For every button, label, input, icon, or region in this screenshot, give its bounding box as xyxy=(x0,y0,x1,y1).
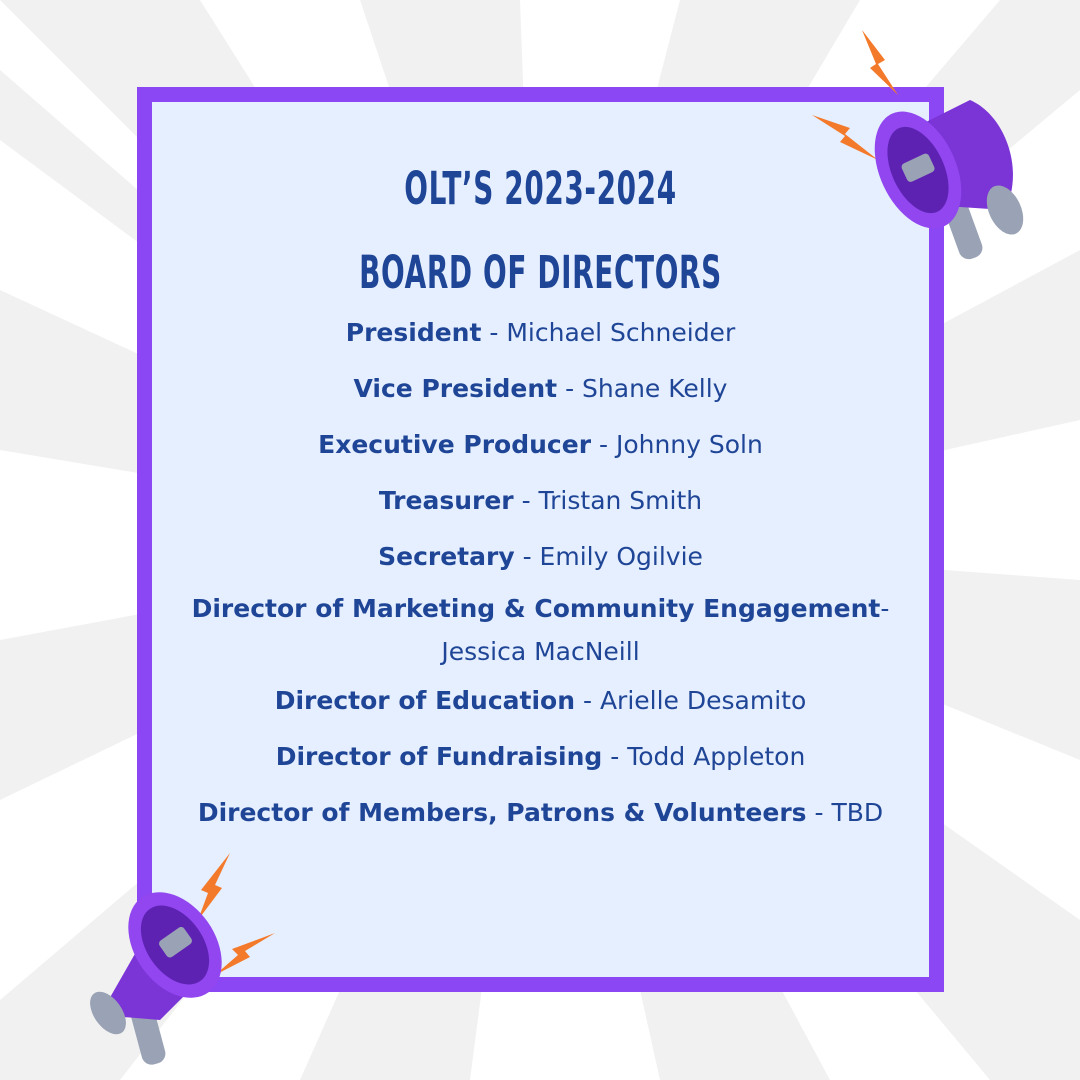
separator: - xyxy=(575,686,600,715)
separator: - xyxy=(481,318,507,347)
role-label: Vice President xyxy=(353,374,558,403)
lightning-bolt-icon xyxy=(862,30,898,95)
board-row-director-marketing-name xyxy=(152,635,929,669)
board-row-secretary xyxy=(152,540,929,574)
role-label: Executive Producer xyxy=(318,430,592,459)
role-label: Secretary xyxy=(378,542,515,571)
board-row-director-marketing xyxy=(152,592,929,626)
board-row-director-fundraising xyxy=(152,740,929,774)
role-label: Director of Fundraising xyxy=(275,742,603,771)
separator: - xyxy=(880,594,890,623)
separator: - xyxy=(513,486,539,515)
member-name: Emily Ogilvie xyxy=(539,542,703,571)
member-name: Jessica MacNeill xyxy=(441,637,640,666)
role-label: President xyxy=(345,318,482,347)
role-label: Director of Education xyxy=(274,686,576,715)
role-label: Director of Marketing & Community Engagement xyxy=(191,594,881,623)
lightning-bolt-icon xyxy=(215,933,275,975)
member-name: Arielle Desamito xyxy=(599,686,807,715)
separator: - xyxy=(602,742,628,771)
role-label: Treasurer xyxy=(378,486,514,515)
separator: - xyxy=(806,798,832,827)
board-row-vice-president xyxy=(152,372,929,406)
separator: - xyxy=(591,430,616,459)
board-row-director-members xyxy=(152,796,929,830)
board-row-director-education xyxy=(152,684,929,718)
role-label: Director of Members, Patrons & Volunteers xyxy=(197,798,807,827)
member-name: Shane Kelly xyxy=(582,374,728,403)
separator: - xyxy=(514,542,540,571)
member-name: Todd Appleton xyxy=(627,742,806,771)
member-name: Tristan Smith xyxy=(538,486,703,515)
heading-line-2: BOARD OF DIRECTORS xyxy=(359,246,722,299)
megaphone-icon xyxy=(80,845,290,1075)
board-row-president xyxy=(152,316,929,350)
separator: - xyxy=(557,374,583,403)
megaphone-icon xyxy=(800,20,1030,270)
board-row-treasurer xyxy=(152,484,929,518)
heading-line-1: OLT’S 2023-2024 xyxy=(404,162,677,215)
board-row-executive-producer xyxy=(152,428,929,462)
lightning-bolt-icon xyxy=(812,115,878,160)
member-name: Michael Schneider xyxy=(506,318,736,347)
member-name: TBD xyxy=(831,798,884,827)
lightning-bolt-icon xyxy=(198,853,230,920)
member-name: Johnny Soln xyxy=(615,430,763,459)
